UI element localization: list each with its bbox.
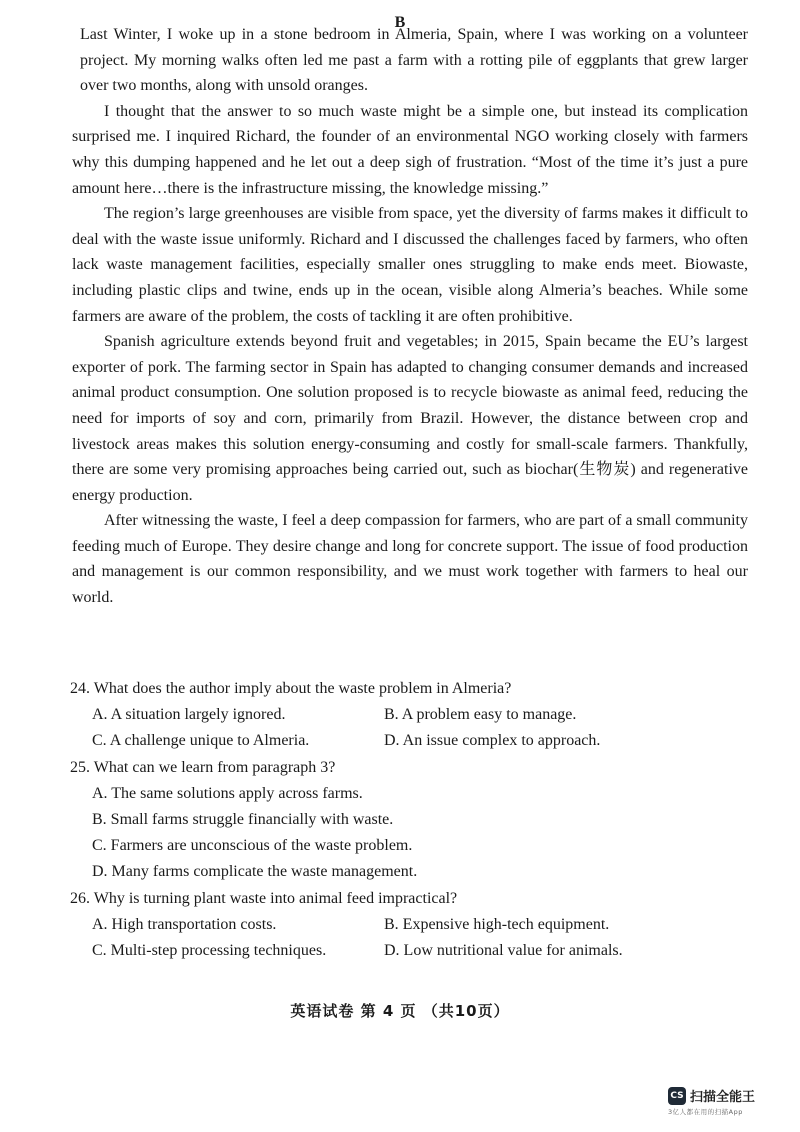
section-mark: B xyxy=(394,14,406,31)
question-26 xyxy=(70,886,750,964)
option-a: A. High transportation costs. xyxy=(92,916,277,933)
question-stem: 24. What does the author imply about the waste problem in Almeria? xyxy=(70,680,512,697)
option-c: C. Multi-step processing techniques. xyxy=(92,942,327,959)
question-stem: 26. Why is turning plant waste into animal feed impractical? xyxy=(70,890,458,907)
option-d: D. An issue complex to approach. xyxy=(384,732,601,749)
option-c: C. A challenge unique to Almeria. xyxy=(92,732,310,749)
option-b: B. Small farms struggle financially with waste. xyxy=(92,811,394,828)
page-footer: 英语试卷 第 4 页 （共10页） xyxy=(290,1002,510,1020)
paragraph-3: The region’s large greenhouses are visible from space, yet the diversity of farms makes it difficult to deal with the waste issue uniformly. Richard and I discussed the challenges faced by farmers, who often lack waste management facilities, especially smaller ones struggling to make ends meet. Biowaste, including plastic clips and twine, ends up in the ocean, visible along Almeria’s beaches. While some farmers are aware of the problem, the costs of tackling it are often prohibitive. xyxy=(72,205,748,325)
option-list xyxy=(70,781,750,885)
option-c: C. Farmers are unconscious of the waste problem. xyxy=(92,837,413,854)
watermark-tagline: 3亿人都在用的扫描App xyxy=(668,1108,743,1116)
option-b: B. Expensive high-tech equipment. xyxy=(384,916,610,933)
question-25 xyxy=(70,755,750,885)
paragraph-5: After witnessing the waste, I feel a deep compassion for farmers, who are part of a small community feeding much of Europe. They desire change and long for concrete support. The issue of food production and management is our common responsibility, and we must work together with farmers to heal our world. xyxy=(72,512,748,607)
option-a: A. The same solutions apply across farms. xyxy=(92,785,363,802)
reading-passage xyxy=(72,22,748,611)
watermark-app-name: 扫描全能王 xyxy=(690,1090,756,1105)
paragraph-2: I thought that the answer to so much waste might be a simple one, but instead its complication surprised me. I inquired Richard, the founder of an environmental NGO working closely with farmers why this dumping happened and he let out a deep sigh of frustration. “Most of the time it’s just a pure amount here…there is the infrastructure missing, the knowledge missing.” xyxy=(72,102,748,197)
paragraph-1: Last Winter, I woke up in a stone bedroom in Almeria, Spain, where I was working on a volunteer project. My morning walks often led me past a farm with a rotting pile of eggplants that grew larger over two months, along with unsold oranges. xyxy=(80,26,748,95)
paragraph-4: Spanish agriculture extends beyond fruit and vegetables; in 2015, Spain became the EU’s largest exporter of pork. The farming sector in Spain has adapted to changing consumer demands and increased animal product consumption. One solution proposed is to recycle biowaste as animal feed, reducing the need for imports of soy and corn, primarily from Brazil. However, the distance between crop and livestock areas makes this solution energy-consuming and costly for small-scale farmers. Thankfully, there are some very promising approaches being carried out, such as biochar(生物炭) and regenerative energy production. xyxy=(72,333,748,504)
question-list xyxy=(70,676,750,965)
option-list xyxy=(70,912,750,964)
camscanner-logo-icon: CS xyxy=(668,1087,686,1105)
question-stem: 25. What can we learn from paragraph 3? xyxy=(70,759,336,776)
option-d: D. Low nutritional value for animals. xyxy=(384,942,623,959)
option-b: B. A problem easy to manage. xyxy=(384,706,577,723)
option-d: D. Many farms complicate the waste management. xyxy=(92,863,418,880)
scanner-watermark xyxy=(668,1086,788,1116)
option-a: A. A situation largely ignored. xyxy=(92,706,286,723)
option-list xyxy=(70,702,750,754)
question-24 xyxy=(70,676,750,754)
